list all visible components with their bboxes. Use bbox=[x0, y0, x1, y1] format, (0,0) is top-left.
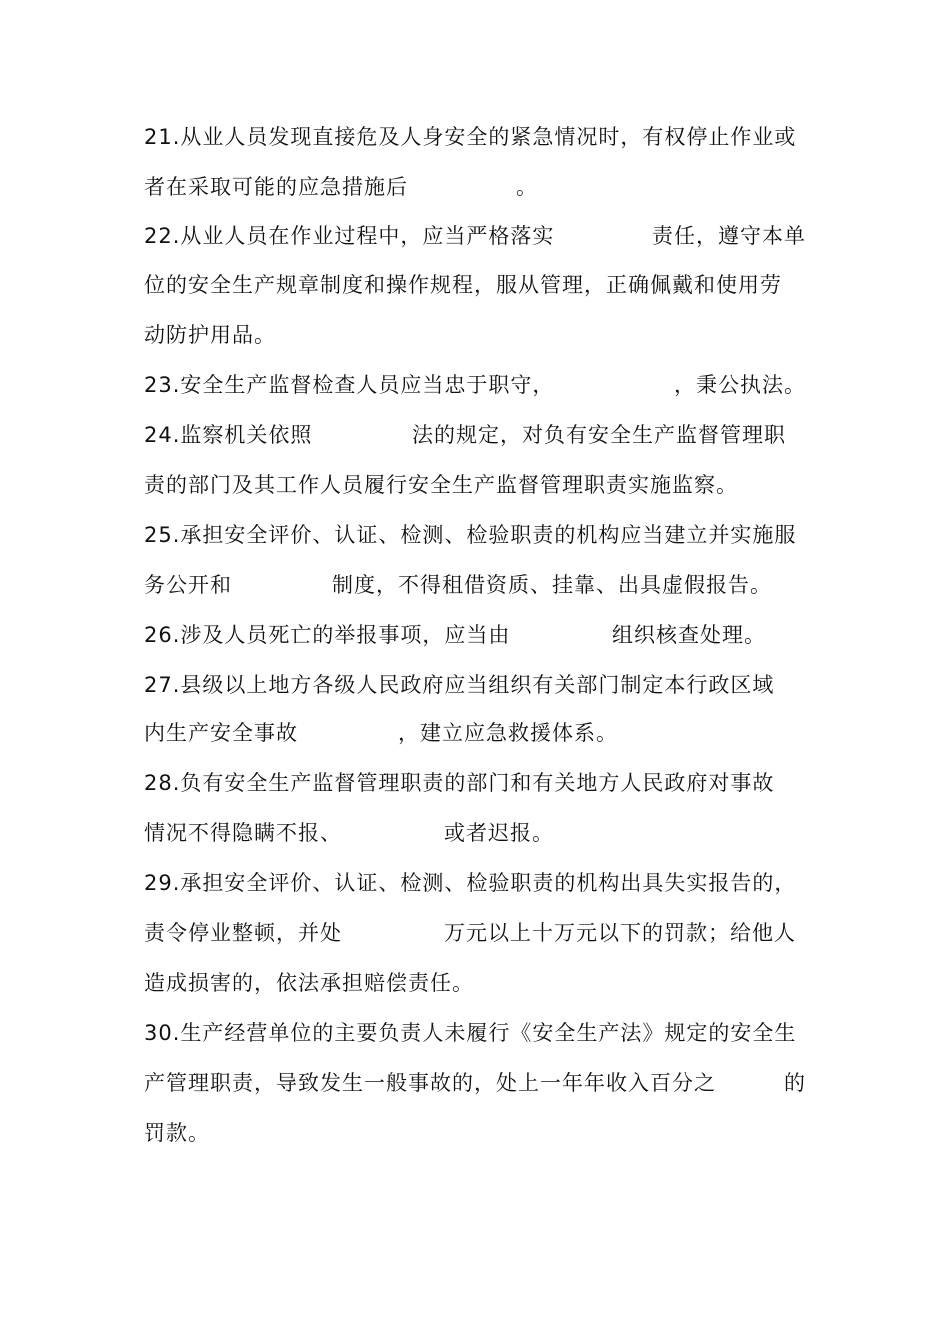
question-text: 位的安全生产规章制度和操作规程，服从管理，正确佩戴和使用劳 bbox=[144, 273, 782, 297]
question-text: 法的规定，对负有安全生产监督管理职 bbox=[412, 423, 786, 447]
question-line bbox=[144, 520, 814, 550]
question-text: 26.涉及人员死亡的举报事项，应当由 bbox=[144, 623, 511, 647]
question-line bbox=[144, 370, 814, 400]
question-text: 动防护用品。 bbox=[144, 323, 276, 347]
question-line bbox=[144, 868, 814, 898]
question-line bbox=[144, 420, 814, 450]
question-text: 组织核查处理。 bbox=[612, 623, 766, 647]
question-line bbox=[144, 172, 814, 202]
question-line bbox=[144, 470, 814, 500]
question-text: 责的部门及其工作人员履行安全生产监督管理职责实施监察。 bbox=[144, 473, 738, 497]
question-text: 30.生产经营单位的主要负责人未履行《安全生产法》规定的安全生 bbox=[144, 1021, 797, 1045]
question-text: 务公开和 bbox=[144, 573, 232, 597]
question-line bbox=[144, 1018, 814, 1048]
question-text: 情况不得隐瞒不报、 bbox=[144, 821, 342, 845]
question-text: 25.承担安全评价、认证、检测、检验职责的机构应当建立并实施服 bbox=[144, 523, 797, 547]
question-text: 27.县级以上地方各级人民政府应当组织有关部门制定本行政区域 bbox=[144, 673, 775, 697]
question-text: 29.承担安全评价、认证、检测、检验职责的机构出具失实报告的， bbox=[144, 871, 797, 895]
question-text: 。 bbox=[516, 175, 538, 199]
question-line bbox=[144, 320, 814, 350]
question-text: 责任，遵守本单 bbox=[652, 224, 806, 248]
question-text: 23.安全生产监督检查人员应当忠于职守， bbox=[144, 373, 555, 397]
question-line bbox=[144, 718, 814, 748]
question-text: 或者迟报。 bbox=[444, 821, 554, 845]
question-text: 造成损害的，依法承担赔偿责任。 bbox=[144, 971, 474, 995]
question-line bbox=[144, 768, 814, 798]
question-line bbox=[144, 570, 814, 600]
question-line bbox=[144, 122, 814, 152]
question-line bbox=[144, 221, 814, 251]
question-text: 21.从业人员发现直接危及人身安全的紧急情况时，有权停止作业或 bbox=[144, 125, 797, 149]
question-line bbox=[144, 1068, 814, 1098]
question-text: 责令停业整顿，并处 bbox=[144, 921, 342, 945]
question-text: 制度，不得租借资质、挂靠、出具虚假报告。 bbox=[332, 573, 772, 597]
question-line bbox=[144, 270, 814, 300]
question-line bbox=[144, 620, 814, 650]
question-text: 产管理职责，导致发生一般事故的，处上一年年收入百分之 bbox=[144, 1071, 716, 1095]
question-text: 的 bbox=[784, 1071, 806, 1095]
question-text: 者在采取可能的应急措施后 bbox=[144, 175, 408, 199]
question-text: 22.从业人员在作业过程中，应当严格落实 bbox=[144, 224, 555, 248]
question-line bbox=[144, 670, 814, 700]
question-line bbox=[144, 1118, 814, 1148]
question-text: 28.负有安全生产监督管理职责的部门和有关地方人民政府对事故 bbox=[144, 771, 775, 795]
question-line bbox=[144, 918, 814, 948]
question-line bbox=[144, 968, 814, 998]
question-text: 万元以上十万元以下的罚款；给他人 bbox=[444, 921, 796, 945]
question-text: 24.监察机关依照 bbox=[144, 423, 313, 447]
question-line bbox=[144, 818, 814, 848]
question-text: 罚款。 bbox=[144, 1121, 210, 1145]
question-text: ，秉公执法。 bbox=[674, 373, 806, 397]
question-text: ，建立应急救援体系。 bbox=[398, 721, 618, 745]
question-text: 内生产安全事故 bbox=[144, 721, 298, 745]
